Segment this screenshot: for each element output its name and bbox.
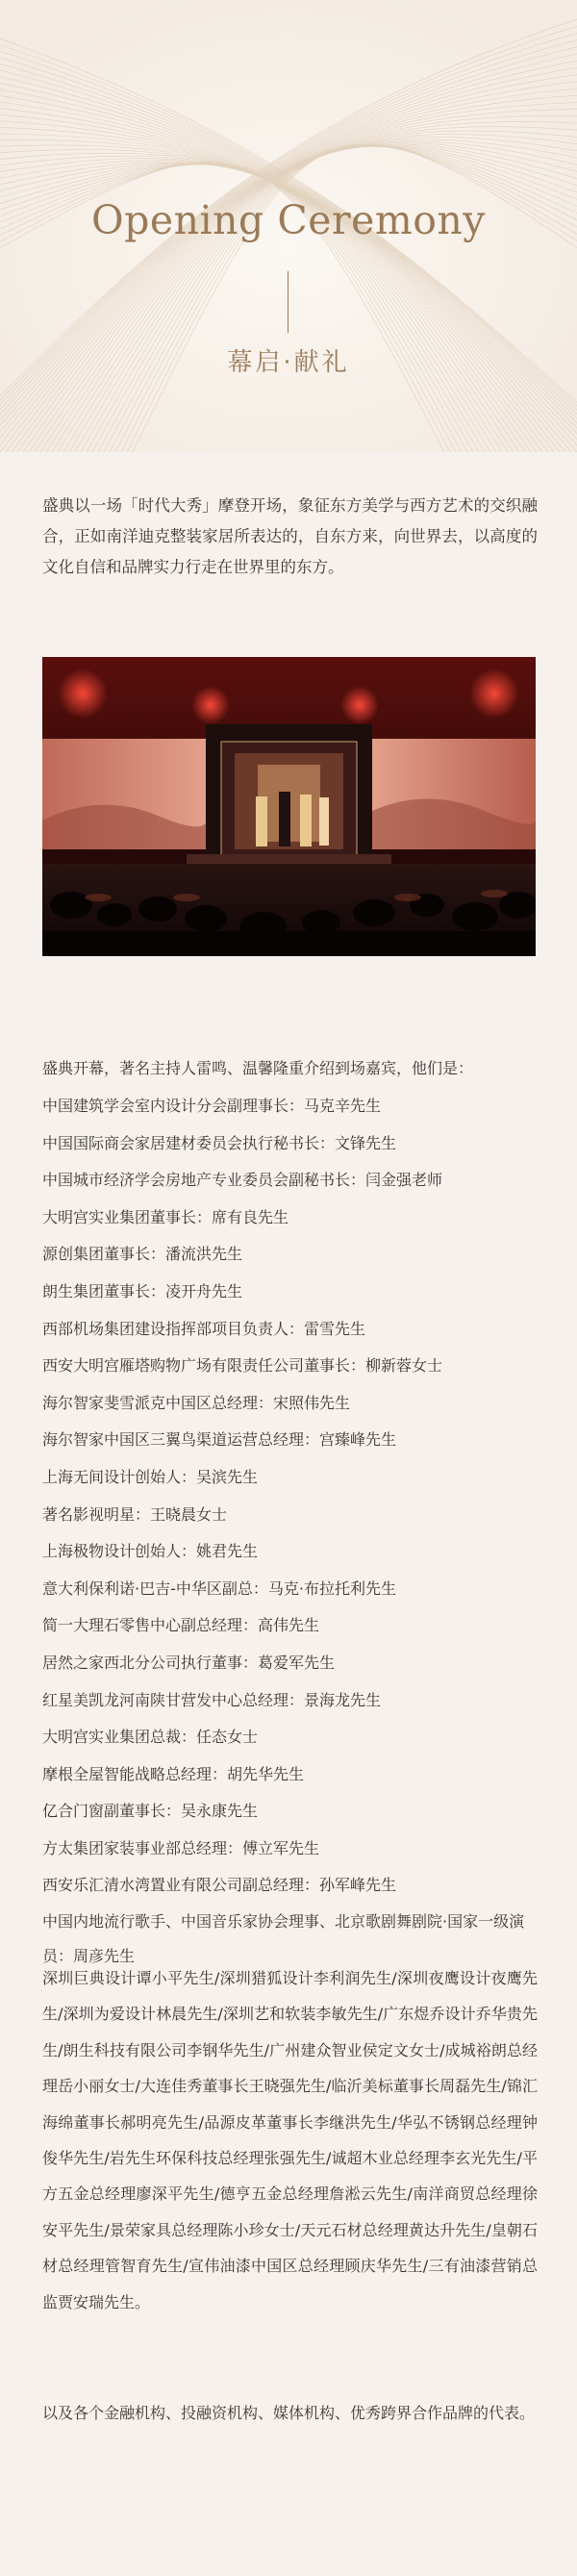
guest-item: 上海极物设计创始人：姚君先生 [42, 1542, 259, 1561]
guest-item: 方太集团家装事业部总经理：傅立军先生 [42, 1838, 320, 1857]
guest-item: 简一大理石零售中心副总经理：高伟先生 [42, 1616, 320, 1635]
guest-item: 海尔智家中国区三翼鸟渠道运营总经理：宫臻峰先生 [42, 1430, 397, 1450]
guest-item: 中国内地流行歌手、中国音乐家协会理事、北京歌剧舞剧院·国家一级演员：周彦先生 [42, 1912, 525, 1966]
guest-item: 居然之家西北分公司执行董事：葛爱军先生 [42, 1653, 336, 1672]
ceremony-title-en: Opening Ceremony [91, 197, 486, 243]
stage-photo [42, 657, 536, 956]
guest-item: 海尔智家斐雪派克中国区总经理：宋照伟先生 [42, 1393, 351, 1412]
guest-item: 朗生集团董事长：凌开舟先生 [42, 1281, 243, 1301]
guest-item: 大明宫实业集团总裁：任态女士 [42, 1728, 259, 1747]
closing-paragraph: 以及各个金融机构、投融资机构、媒体机构、优秀跨界合作品牌的代表。 [42, 2404, 536, 2422]
guest-intro: 盛典开幕，著名主持人雷鸣、温馨隆重介绍到场嘉宾，他们是： [42, 1059, 474, 1077]
guest-item: 西安大明宫雁塔购物广场有限责任公司董事长：柳新蓉女士 [42, 1356, 443, 1376]
guest-item: 中国国际商会家居建材委员会执行秘书长：文锋先生 [42, 1133, 397, 1152]
guest-item: 意大利保利诺·巴吉-中华区副总：马克·布拉托利先生 [42, 1578, 396, 1598]
guest-item: 西部机场集团建设指挥部项目负责人：雷雪先生 [42, 1319, 366, 1338]
guest-item: 著名影视明星：王晓晨女士 [42, 1504, 228, 1524]
partner-designers-paragraph: 深圳巨典设计谭小平先生/深圳猎狐设计李利润先生/深圳夜鹰设计夜鹰先生/深圳为爱设计林晨先生/深圳艺和软装李敏先生/广东煜乔设计乔华贵先生/朗生科技有限公司李钢华先生/广州建众智业侯定文女士/成城裕朗总经理岳小丽女士/大连佳秀董事长王晓强先生/临沂美标董事长周磊先生/锦汇海绵董事长郝明亮先生/品源皮革董事长李继洪先生/华弘不锈钢总经理钟俊华先生/岩先生环保科技总经理张强先生/诚超木业总经理李玄光先生/平方五金总经理廖深平先生/德亨五金总经理詹淞云先生/南洋商贸总经理徐安平先生/景荣家具总经理陈小珍女士/天元石材总经理黄达升先生/皇朝石材总经理管智育先生/宣伟油漆中国区总经理顾庆华先生/三有油漆营销总监贾安瑞先生。 [42, 1969, 538, 2311]
intro-paragraph: 盛典以一场「时代大秀」摩登开场，象征东方美学与西方艺术的交织融合，正如南洋迪克整装家居所表达的，自东方来，向世界去，以高度的文化自信和品牌实力行走在世界里的东方。 [42, 496, 538, 576]
guest-list [42, 1088, 538, 1974]
guest-item: 中国城市经济学会房地产专业委员会副秘书长：闫金强老师 [42, 1171, 443, 1190]
guest-item: 摩根全屋智能战略总经理：胡先华先生 [42, 1764, 305, 1783]
guest-item: 红星美凯龙河南陕甘营发中心总经理：景海龙先生 [42, 1690, 382, 1709]
stage-photo-image [42, 657, 536, 956]
ceremony-title-cn: 幕启·献礼 [227, 348, 350, 377]
guest-item: 亿合门窗副董事长：吴永康先生 [42, 1802, 259, 1821]
guest-item: 上海无间设计创始人：吴滨先生 [42, 1467, 259, 1486]
guest-item: 大明宫实业集团董事长：席有良先生 [42, 1207, 289, 1226]
ceremony-header [0, 0, 577, 452]
guest-item: 西安乐汇清水湾置业有限公司副总经理：孙军峰先生 [42, 1876, 397, 1895]
guest-item: 源创集团董事长：潘流洪先生 [42, 1245, 243, 1264]
guest-item: 中国建筑学会室内设计分会副理事长：马克辛先生 [42, 1097, 382, 1115]
